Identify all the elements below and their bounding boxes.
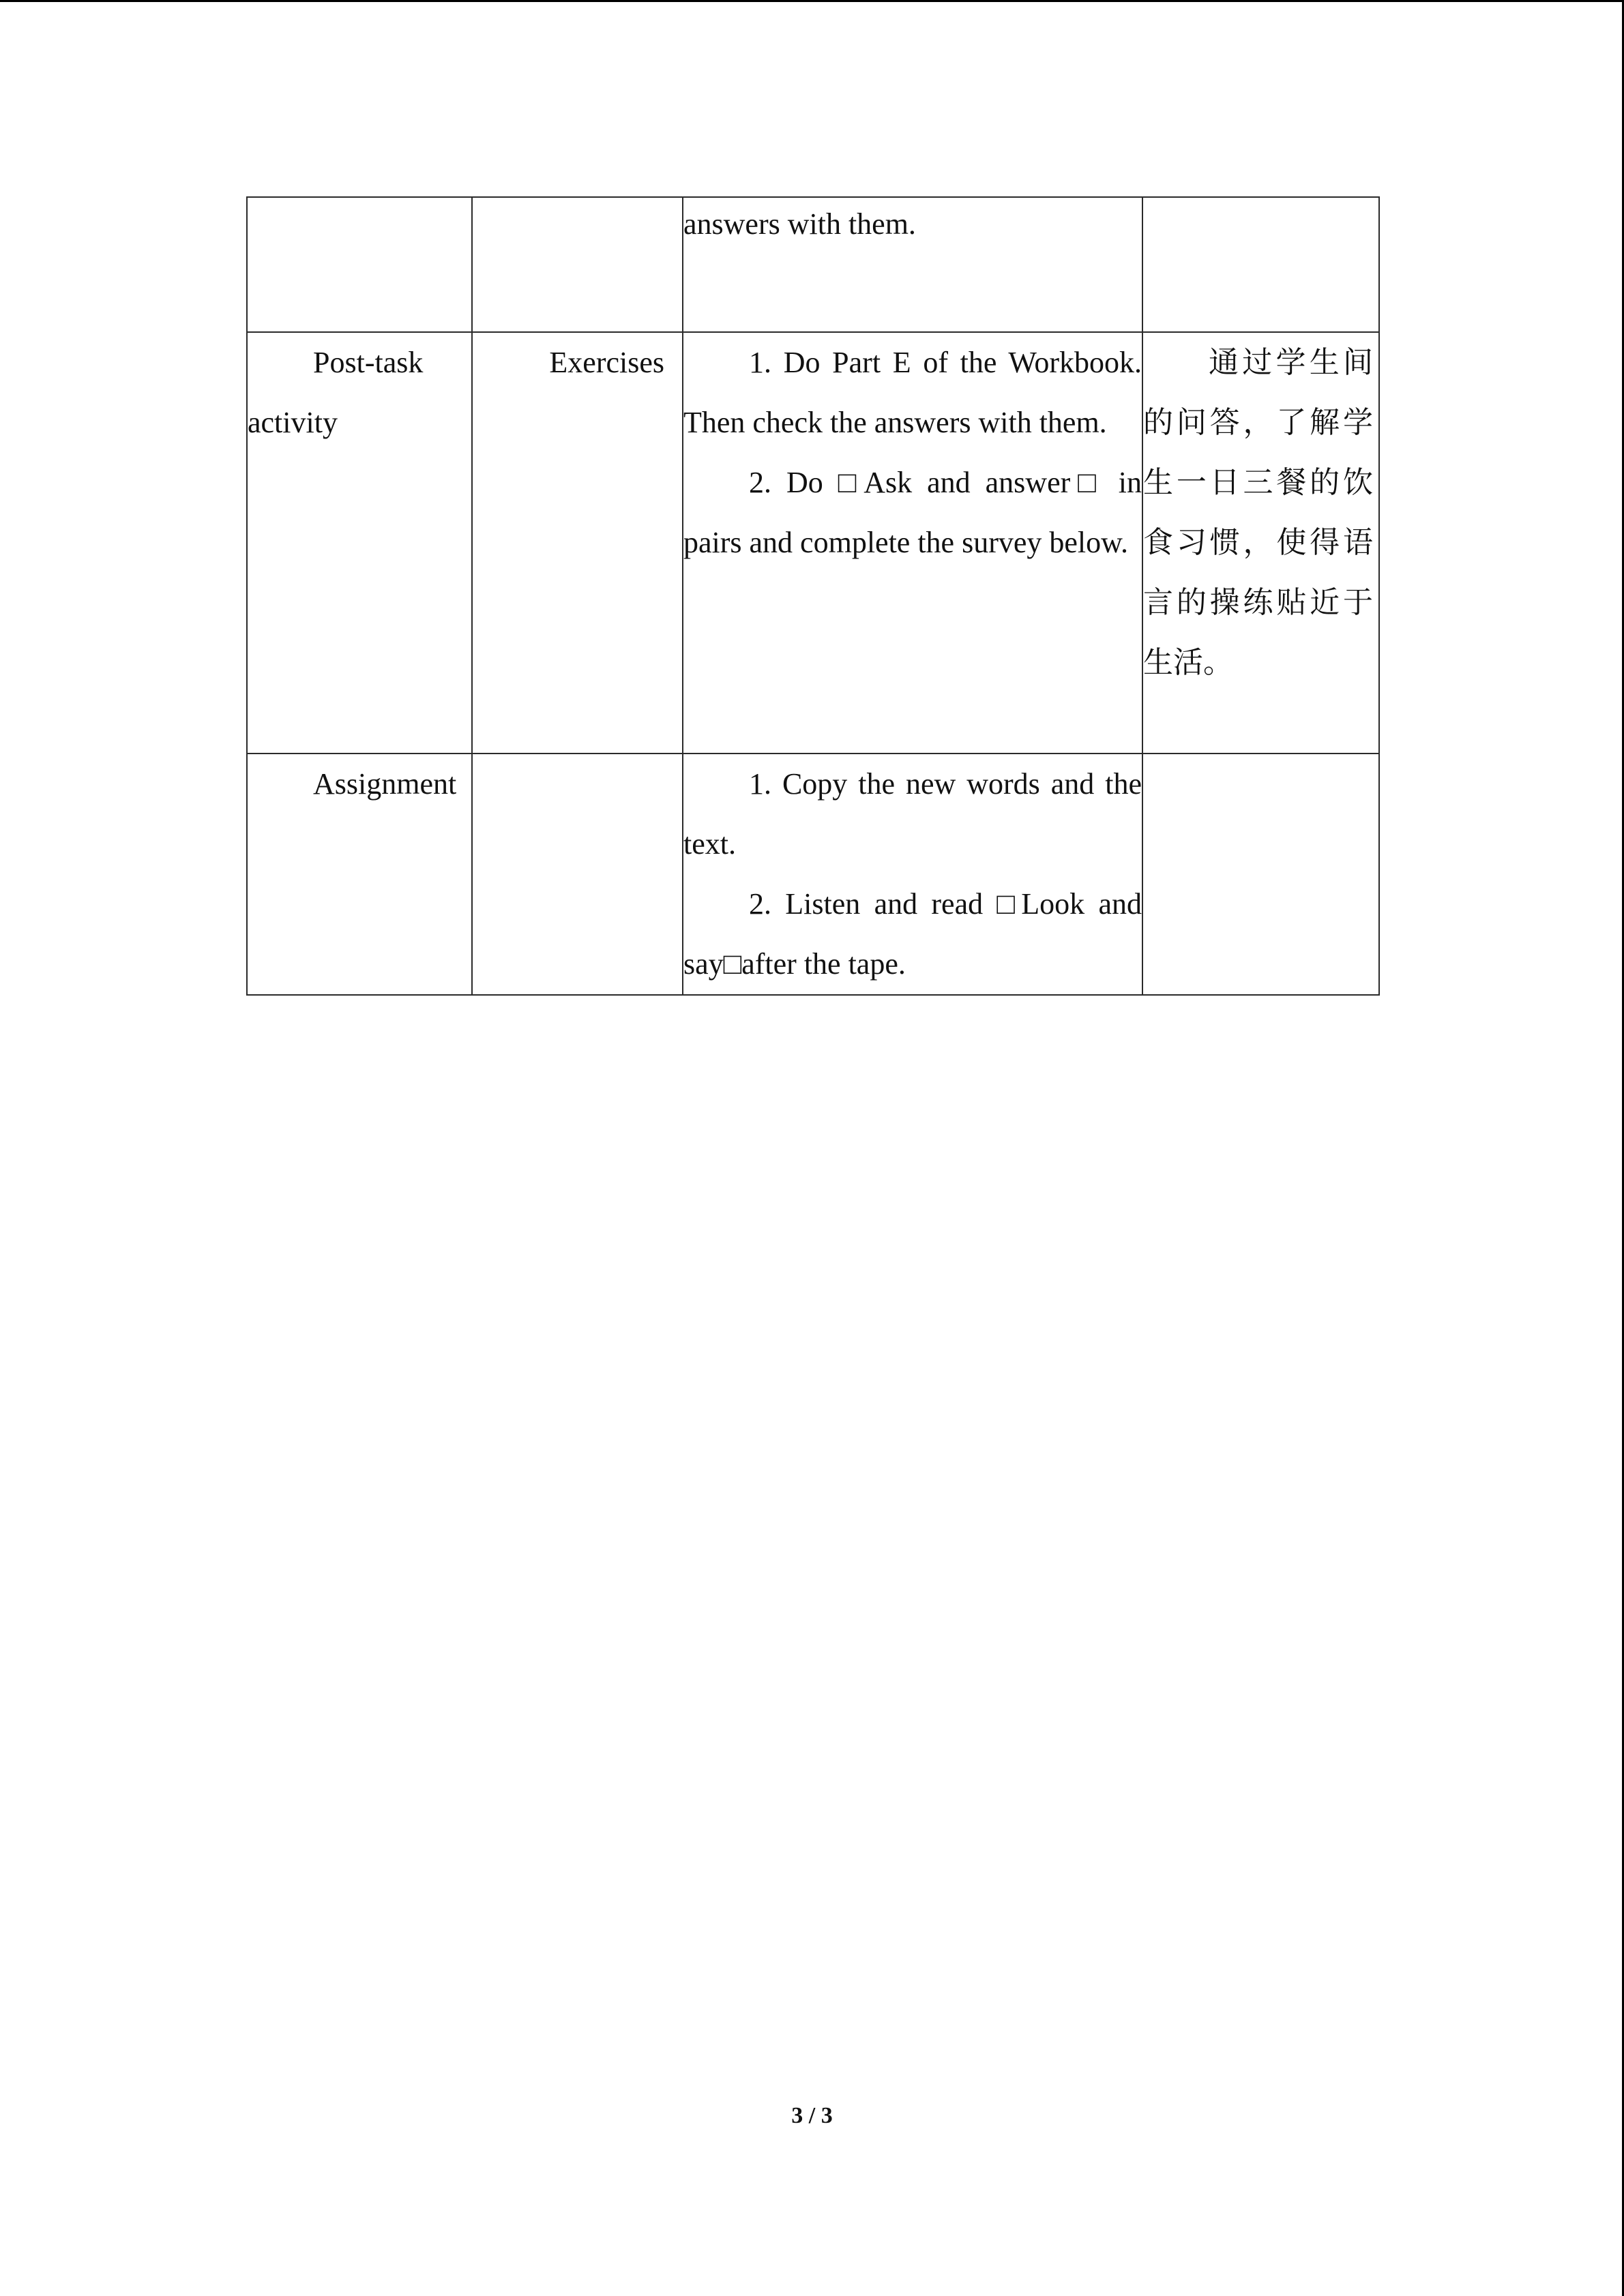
content-cell: [683, 754, 1142, 995]
activity-label: Exercises: [549, 346, 664, 379]
stage-cell: [247, 332, 472, 754]
activity-cell: [472, 332, 683, 754]
stage-cell: [247, 197, 472, 332]
purpose-cell: [1142, 197, 1379, 332]
content-paragraph: 1. Copy the new words and the text.: [683, 767, 1142, 861]
content-paragraph: 2. Listen and read □Look and say□after the tape.: [683, 887, 1142, 981]
page-top-rule: [0, 0, 1624, 2]
stage-cell: [247, 754, 472, 995]
page-number: 3 / 3: [791, 2103, 833, 2128]
content-cell: [683, 197, 1142, 332]
table-row: [247, 197, 1379, 332]
purpose-cell: [1142, 332, 1379, 754]
lesson-plan-table: [246, 196, 1380, 996]
content-paragraph: answers with them.: [683, 207, 916, 241]
content-paragraph: 1. Do Part E of the Workbook. Then check the answers with them.: [683, 346, 1142, 439]
content-cell: [683, 332, 1142, 754]
table-row: [247, 754, 1379, 995]
purpose-text: 通过学生间的问答，了解学生一日三餐的饮食习惯，使得语言的操练贴近于生活。: [1143, 345, 1373, 680]
stage-label: Assignment: [313, 767, 457, 801]
activity-cell: [472, 754, 683, 995]
content-paragraph: 2. Do □Ask and answer□ in pairs and complete the survey below.: [683, 466, 1142, 559]
stage-label-line2: activity: [248, 406, 338, 439]
table-row: [247, 332, 1379, 754]
purpose-cell: [1142, 754, 1379, 995]
stage-label: Post-task: [313, 346, 424, 379]
activity-cell: [472, 197, 683, 332]
